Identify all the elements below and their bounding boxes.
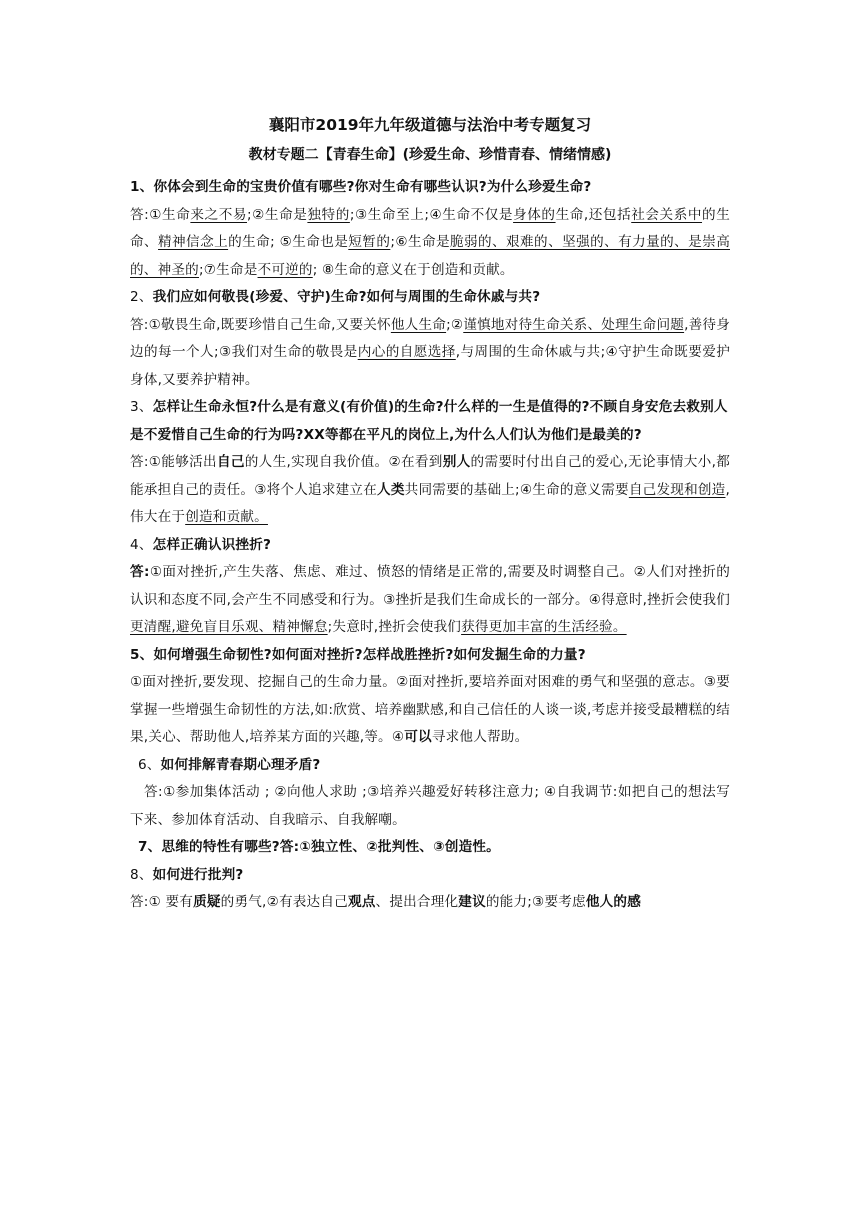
- question-4-number: 4、: [130, 536, 153, 553]
- answer-3-underlined: 自己发现和创造: [628, 481, 726, 498]
- question-3: [130, 394, 730, 449]
- answer-8-text: 的勇气,②有表达自己: [220, 894, 348, 910]
- answer-5-bold: 可以: [404, 729, 432, 745]
- answer-4-text: ①面对挫折,产生失落、焦虑、难过、愤怒的情绪是正常的,需要及时调整自己。②人们对挫折的认识和态度不同,会产生不同感受和行为。③挫折是我们生命成长的一部分。④得意时,挫折会使我们: [130, 564, 730, 608]
- answer-1-text: 的生命; ⑤生命也是: [228, 234, 349, 250]
- question-4-text: 怎样正确认识挫折?: [152, 536, 272, 553]
- question-8-text: 如何进行批判?: [152, 866, 244, 883]
- answer-3-bold: 自己: [216, 454, 245, 470]
- answer-1-underlined: 不可逆的: [257, 261, 313, 278]
- answer-6: [130, 779, 730, 834]
- answer-1-text: ;⑦生命是: [198, 261, 258, 278]
- answer-2-underlined: 谨慎地对待生命关系、处理生命问题: [463, 316, 685, 333]
- answer-5: [130, 669, 730, 752]
- answer-3-bold: 别人: [442, 454, 471, 470]
- answer-1-underlined: 脆弱的、艰难的、坚强的、有力量的、是崇高的、神圣的: [130, 234, 730, 278]
- document-subtitle: 教材专题二【青春生命】(珍爱生命、珍惜青春、情绪情感): [248, 147, 612, 163]
- question-3-number: 3、: [130, 399, 153, 415]
- answer-3-text: ,伟大在于: [130, 481, 731, 525]
- answer-3-text: 的人生,实现自我价值。②在看到: [244, 454, 443, 470]
- answer-2-underlined: 他人生命: [390, 316, 447, 333]
- question-6: [130, 752, 730, 780]
- answer-5-text: ①面对挫折,要发现、挖掘自己的生命力量。②面对挫折,要培养面对困难的勇气和坚强的意志。③要掌握一些增强生命韧性的方法,如:欣赏、培养幽默感,和自己信任的人谈一谈,考虑并接受最糟糕的结果,关心、帮助他人,培养某方面的兴趣,等。④: [130, 674, 730, 745]
- answer-8-text: 、提出合理化: [375, 894, 459, 910]
- answer-4-text: ;失意时,挫折会使我们: [327, 619, 462, 635]
- question-1: 1、你体会到生命的宝贵价值有哪些?你对生命有哪些认识?为什么珍爱生命?: [130, 179, 592, 195]
- answer-4: [130, 559, 730, 642]
- answer-1-text: ;③生命至上;④生命不仅是: [349, 206, 514, 223]
- question-2-text: 我们应如何敬畏(珍爱、守护)生命?如何与周围的生命休戚与共?: [152, 289, 541, 305]
- answer-2-text: ,与周围的生命休戚与共;④守护生命既要爱护身体,又要养护精神。: [130, 344, 731, 388]
- answer-1-text: ;⑥生命是: [390, 234, 450, 250]
- question-3-text: 怎样让生命永恒?什么是有意义(有价值)的生命?什么样的一生是值得的?不顾自身安危去救别人是不爱惜自己生命的行为吗?XX等都在平凡的岗位上,为什么人们认为他们是最美的?: [130, 399, 728, 443]
- answer-1-underlined: 身体的: [513, 206, 556, 223]
- answer-1-text: ; ⑧生命的意义在于创造和贡献。: [312, 261, 514, 278]
- document-content: [130, 113, 730, 917]
- question-2: [130, 284, 730, 312]
- answer-4-underlined: 更清醒,避免盲目乐观、精神懈怠: [130, 619, 328, 635]
- answer-2-underlined: 内心的自愿选择: [357, 344, 456, 360]
- answer-4-underlined: 获得更加丰富的生活经验。: [461, 619, 627, 635]
- answer-1-text: 答:①生命: [130, 206, 191, 223]
- answer-1-text: 的生命、: [130, 206, 730, 250]
- answer-1-underlined: 社会关系中: [631, 206, 703, 223]
- answer-1-underlined: 独特的: [307, 206, 350, 223]
- answer-1-text: ;②生命是: [247, 206, 308, 223]
- answer-3-bold: 人类: [377, 481, 405, 498]
- question-8-number: 8、: [130, 866, 153, 883]
- answer-4-label: 答:: [130, 564, 150, 580]
- answer-3: [130, 449, 730, 532]
- answer-3-text: 共同需要的基础上;④生命的意义需要: [404, 481, 629, 498]
- question-7: 7、思维的特性有哪些?答:①独立性、②批判性、③创造性。: [138, 839, 500, 855]
- question-8: [130, 862, 730, 890]
- answer-2-text: ;②: [446, 316, 464, 333]
- answer-1: [130, 202, 730, 285]
- answer-3-underlined: 创造和贡献。: [185, 509, 268, 525]
- answer-1-text: 生命,还包括: [555, 206, 632, 223]
- answer-8-text: 的能力;③要考虑: [485, 894, 586, 910]
- answer-1-underlined: 精神信念上: [158, 234, 229, 250]
- question-5: 5、如何增强生命韧性?如何面对挫折?怎样战胜挫折?如何发掘生命的力量?: [130, 646, 586, 663]
- answer-2-text: ,善待身边的每一个人;③我们对生命的敬畏是: [130, 316, 731, 360]
- answer-1-underlined: 来之不易: [190, 206, 248, 223]
- answer-6-text: 答:①参加集体活动 ; ②向他人求助 ;③培养兴趣爱好转移注意力; ④自我调节:如把自己的想法写下来、参加体育活动、自我暗示、自我解嘲。: [130, 784, 730, 828]
- question-6-text: 如何排解青春期心理矛盾?: [160, 756, 321, 773]
- answer-8-text: 答:① 要有: [130, 894, 194, 910]
- answer-5-text: 寻求他人帮助。: [431, 729, 529, 745]
- answer-8-bold: 观点: [347, 894, 376, 910]
- answer-3-text: 答:①能够活出: [130, 454, 217, 470]
- question-6-number: 6、: [138, 756, 161, 773]
- answer-2: [130, 312, 730, 395]
- answer-8-bold: 建议: [458, 894, 486, 910]
- answer-8-bold: 质疑: [193, 894, 221, 910]
- document-title: 襄阳市2019年九年级道德与法治中考专题复习: [268, 116, 592, 134]
- answer-3-text: 的需要时付出自己的爱心,无论事情大小,都能承担自己的责任。③将个人追求建立在: [130, 454, 731, 498]
- answer-1-underlined: 短暂的: [348, 234, 391, 250]
- answer-8: [130, 889, 730, 917]
- question-4: [130, 532, 730, 560]
- answer-2-text: 答:①敬畏生命,既要珍惜自己生命,又要关怀: [130, 316, 391, 333]
- question-2-number: 2、: [130, 289, 153, 305]
- answer-8-bold: 他人的感: [585, 894, 642, 910]
